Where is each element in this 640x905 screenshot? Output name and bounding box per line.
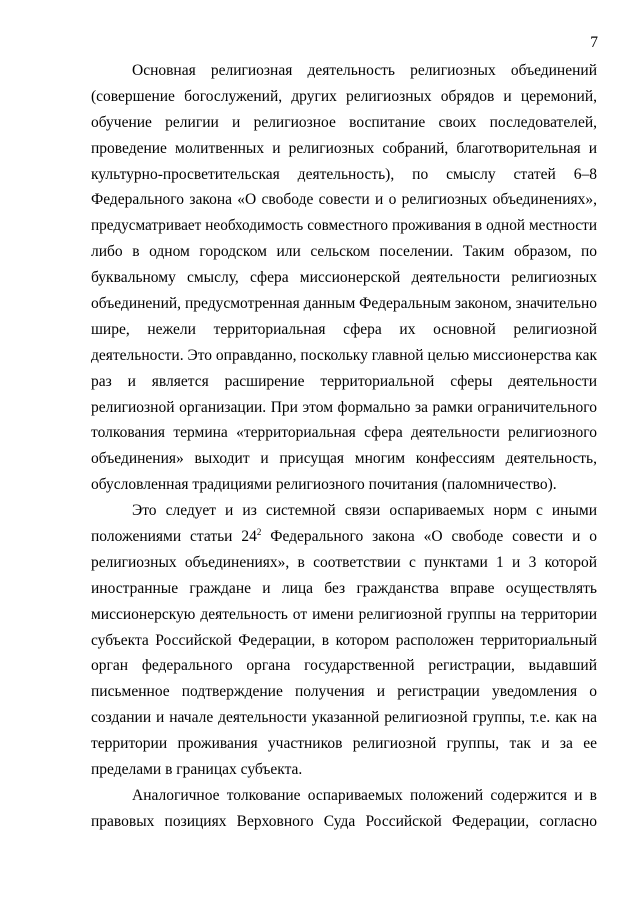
text-line: предусматривает необходимость совместного проживания в одной местности bbox=[91, 217, 597, 235]
text-line: Федерального закона «О свободе совести и о религиозных объединениях», bbox=[91, 191, 597, 209]
text-line: обусловленная традициями религиозного почитания (паломничество). bbox=[91, 476, 557, 494]
page-number: 7 bbox=[590, 34, 598, 51]
text-line: Аналогичное толкование оспариваемых положений содержится и в bbox=[132, 786, 597, 804]
text-segment: Федерального закона «О свободе совести и о bbox=[261, 528, 597, 546]
text-line: создании и начале деятельности указанной религиозной группы, т.е. как на bbox=[91, 709, 597, 727]
text-line: письменное подтверждение получения и регистрации уведомления о bbox=[91, 683, 597, 701]
article-superscript: 2 bbox=[256, 526, 262, 537]
text-line: орган федерального органа государственной регистрации, выдавший bbox=[91, 657, 597, 675]
text-line: толкования термина «территориальная сфера деятельности религиозного bbox=[91, 424, 597, 442]
text-line: шире, нежели территориальная сфера их основной религиозной bbox=[91, 320, 597, 338]
text-line: субъекта Российской Федерации, в котором расположен территориальный bbox=[91, 631, 597, 649]
text-line: Основная религиозная деятельность религиозных объединений bbox=[132, 62, 597, 79]
paragraph-2 bbox=[91, 498, 597, 783]
text-line: правовых позициях Верховного Суда Российской Федерации, согласно bbox=[91, 812, 597, 830]
text-line-with-superscript bbox=[91, 524, 597, 550]
text-segment: положениями статьи 24 bbox=[91, 528, 257, 546]
text-line: (совершение богослужений, других религиозных обрядов и церемоний, bbox=[91, 87, 597, 105]
text-line: либо в одном городском или сельском поселении. Таким образом, по bbox=[91, 243, 597, 261]
text-line: обучение религии и религиозное воспитание своих последователей, bbox=[91, 113, 597, 131]
document-body bbox=[91, 58, 597, 835]
text-line: религиозных объединениях», в соответствии с пунктами 1 и 3 которой bbox=[91, 553, 597, 571]
text-line: территории проживания участников религиозной группы, так и за ее bbox=[91, 735, 597, 753]
text-line: проведение молитвенных и религиозных собраний, благотворительная и bbox=[91, 139, 597, 157]
text-line: миссионерскую деятельность от имени религиозной группы на территории bbox=[91, 605, 597, 623]
text-line: религиозной организации. При этом формально за рамки ограничительного bbox=[91, 398, 597, 416]
text-line: буквальному смыслу, сфера миссионерской деятельности религиозных bbox=[91, 269, 597, 287]
text-line: Это следует и из системной связи оспариваемых норм с иными bbox=[132, 502, 597, 520]
text-line: пределами в границах субъекта. bbox=[91, 761, 303, 779]
paragraph-3 bbox=[91, 783, 597, 835]
text-line: иностранные граждане и лица без гражданства вправе осуществлять bbox=[91, 579, 597, 597]
text-line: культурно-просветительская деятельность), по смыслу статей 6–8 bbox=[91, 165, 597, 183]
text-line: раз и является расширение территориальной сферы деятельности bbox=[91, 372, 597, 390]
text-line: деятельности. Это оправданно, поскольку главной целью миссионерства как bbox=[91, 346, 597, 364]
text-line: объединения» выходит и присущая многим конфессиям деятельность, bbox=[91, 450, 597, 468]
paragraph-1 bbox=[91, 58, 597, 498]
text-line: объединений, предусмотренная данным Федеральным законом, значительно bbox=[91, 295, 597, 313]
